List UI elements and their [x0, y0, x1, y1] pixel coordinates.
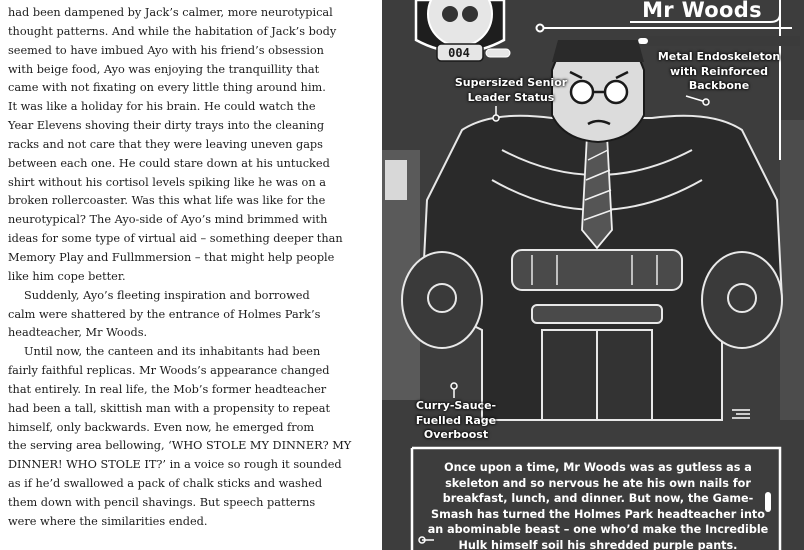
character-number: 004: [448, 46, 470, 60]
story-line: with beige food, Ayo was enjoying the tranquillity that: [8, 62, 320, 76]
story-line: himself, only backwards. Even now, he emerged from: [8, 420, 315, 434]
character-name-title: Mr Woods: [642, 0, 762, 22]
story-line: racks and not care that they were leaving uneven gaps: [8, 137, 323, 151]
story-line: Until now, the canteen and its inhabitants had been: [24, 345, 321, 359]
callout-line: Leader Status: [467, 90, 555, 104]
callout-line: Supersized Senior: [454, 76, 568, 89]
caption-line: Hulk himself soil his shredded purple pants.: [458, 538, 738, 550]
story-line: were where the similarities ended.: [8, 514, 208, 528]
story-line: came with not fixating on every little thing around him.: [8, 81, 326, 95]
callout-line: Backbone: [688, 79, 750, 92]
character-card-illustration: [382, 0, 804, 550]
story-line: thought patterns. And while the habitation of Jack’s body: [8, 24, 337, 38]
story-line: between each one. He could stare down at his untucked: [8, 156, 330, 170]
story-line: calm were shattered by the entrance of Holmes Park’s: [8, 307, 321, 321]
story-line: the serving area bellowing, ‘WHO STOLE MY DINNER? MY: [8, 439, 352, 453]
story-line: It was like a holiday for his brain. He could watch the: [8, 100, 316, 114]
story-line: them down with pencil shavings. But speech patterns: [8, 495, 316, 509]
callout-line: with Reinforced: [669, 64, 768, 78]
callout-senior-leader: [438, 76, 584, 105]
callout-line: Overboost: [423, 428, 489, 441]
story-line: fairly faithful replicas. Mr Woods’s appearance changed: [8, 364, 330, 378]
story-text-column: [8, 4, 352, 532]
story-line: Memory Play and Fullmmersion – that might help people: [8, 250, 335, 264]
story-line: headteacher, Mr Woods.: [8, 326, 148, 340]
callout-line: Fuelled Rage: [415, 413, 497, 427]
callout-line: Metal Endoskeleton: [657, 50, 781, 63]
book-text-page: [0, 0, 382, 550]
belt: [532, 305, 662, 323]
story-line: like him cope better.: [8, 269, 126, 283]
callout-rage-overboost: [400, 399, 512, 443]
story-line: seemed to have imbued Ayo with his friend’s obsession: [8, 43, 324, 57]
caption-line: skeleton and so nervous he ate his own nails for: [445, 476, 751, 490]
left-arm: [402, 252, 482, 348]
title-frame-spacer: [640, 36, 800, 46]
caption-line: an abominable beast – one who’d make the Incredible: [427, 523, 769, 537]
title-frame-tab: [638, 38, 648, 44]
story-line: broken rollercoaster. Was this what life was like for the: [8, 194, 326, 208]
story-line: as if he’d swallowed a pack of chalk sticks and washed: [8, 477, 323, 491]
story-line: Year Elevens shoving their dirty trays into the cleaning: [8, 119, 325, 133]
background-right-panel: [780, 120, 804, 420]
story-line: had been a tall, skittish man with a propensity to repeat: [8, 401, 331, 415]
callout-endoskeleton: [638, 50, 800, 94]
character-caption: [418, 460, 778, 550]
tie-icon: [582, 135, 612, 248]
story-line: that entirely. In real life, the Mob’s former headteacher: [8, 382, 327, 396]
story-line: neurotypical? The Ayo-side of Ayo’s mind brimmed with: [8, 213, 328, 227]
story-line: shirt without his cortisol levels spiking like he was on a: [8, 175, 326, 189]
right-arm: [702, 252, 782, 348]
caption-line: Smash has turned the Holmes Park headteacher into: [431, 507, 765, 521]
callout-line: Curry-Sauce-: [415, 399, 497, 412]
story-line: ideas for some type of virtual aid – something deeper than: [8, 232, 343, 246]
story-line: Suddenly, Ayo’s fleeting inspiration and borrowed: [24, 288, 310, 302]
caption-line: breakfast, lunch, and dinner. But now, the Game-: [442, 492, 754, 506]
caption-line: Once upon a time, Mr Woods was as gutless as a: [444, 461, 752, 474]
background-notice: [385, 160, 407, 200]
story-line: had been dampened by Jack’s calmer, more neurotypical: [8, 6, 333, 19]
story-line: DINNER! WHO STOLE IT?’ in a voice so rough it sounded: [8, 458, 342, 472]
